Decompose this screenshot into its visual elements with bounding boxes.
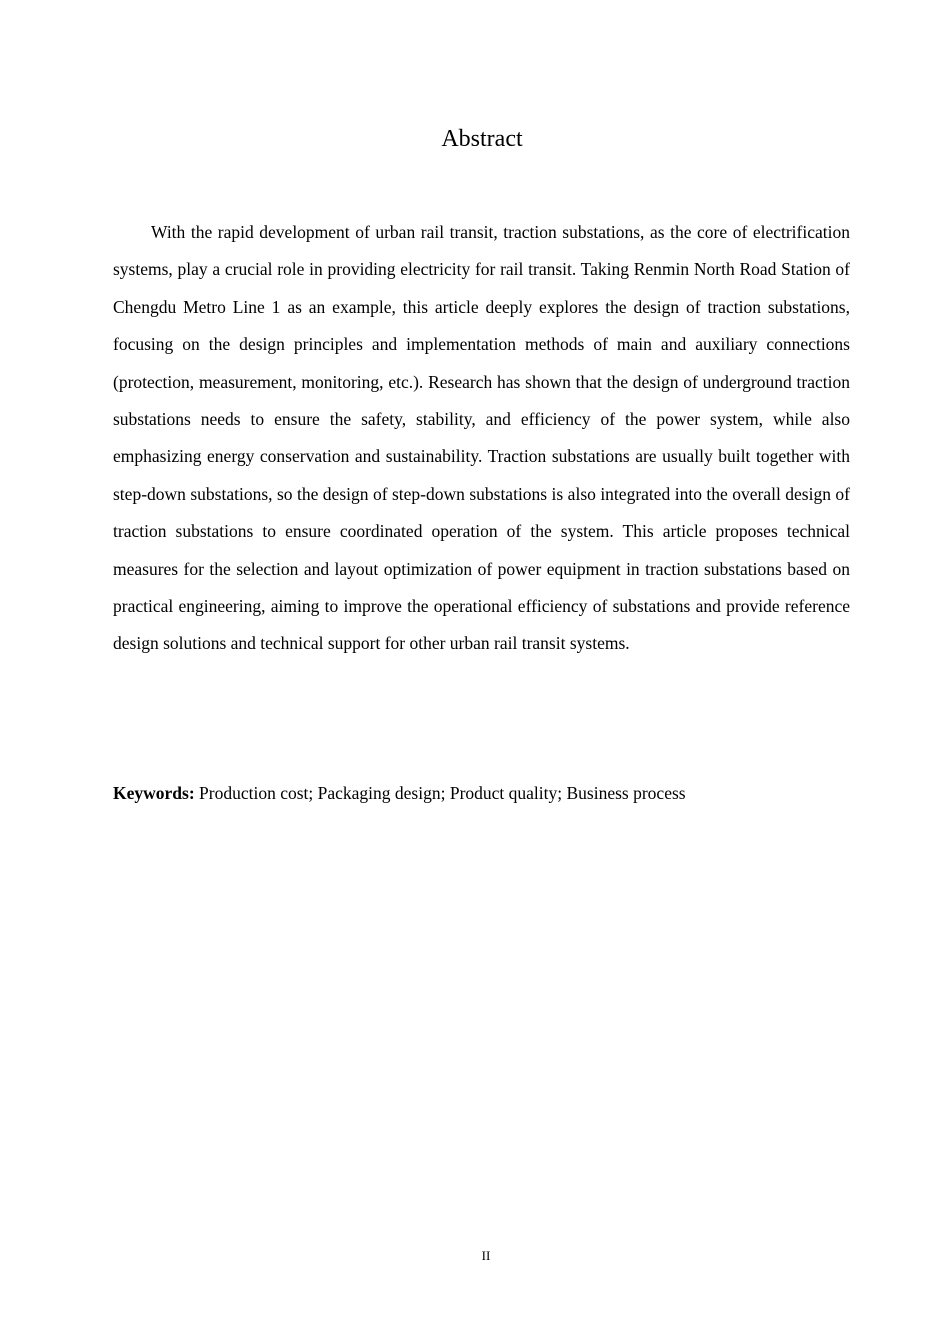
page-title: Abstract <box>441 126 523 152</box>
keywords-line <box>113 777 850 809</box>
page-number: II <box>481 1248 491 1263</box>
keywords-label: Keywords: <box>113 783 195 803</box>
abstract-paragraph: With the rapid development of urban rail transit, traction substations, as the core of electrification systems, play a crucial role in providing electricity for rail transit. Taking Renmin North Road Station of Chengdu Metro Line 1 as an example, this article deeply explores the design of traction substations, focusing on the design principles and implementation methods of main and auxiliary connections (protection, measurement, monitoring, etc.). Research has shown that the design of underground traction substations needs to ensure the safety, stability, and efficiency of the power system, while also emphasizing energy conservation and sustainability. Traction substations are usually built together with step-down substations, so the design of step-down substations is also integrated into the overall design of traction substations to ensure coordinated operation of the system. This article proposes technical measures for the selection and layout optimization of power equipment in traction substations based on practical engineering, aiming to improve the operational efficiency of substations and provide reference design solutions and technical support for other urban rail transit systems. <box>113 222 850 654</box>
keywords-text: Production cost; Packaging design; Product quality; Business process <box>194 783 686 803</box>
